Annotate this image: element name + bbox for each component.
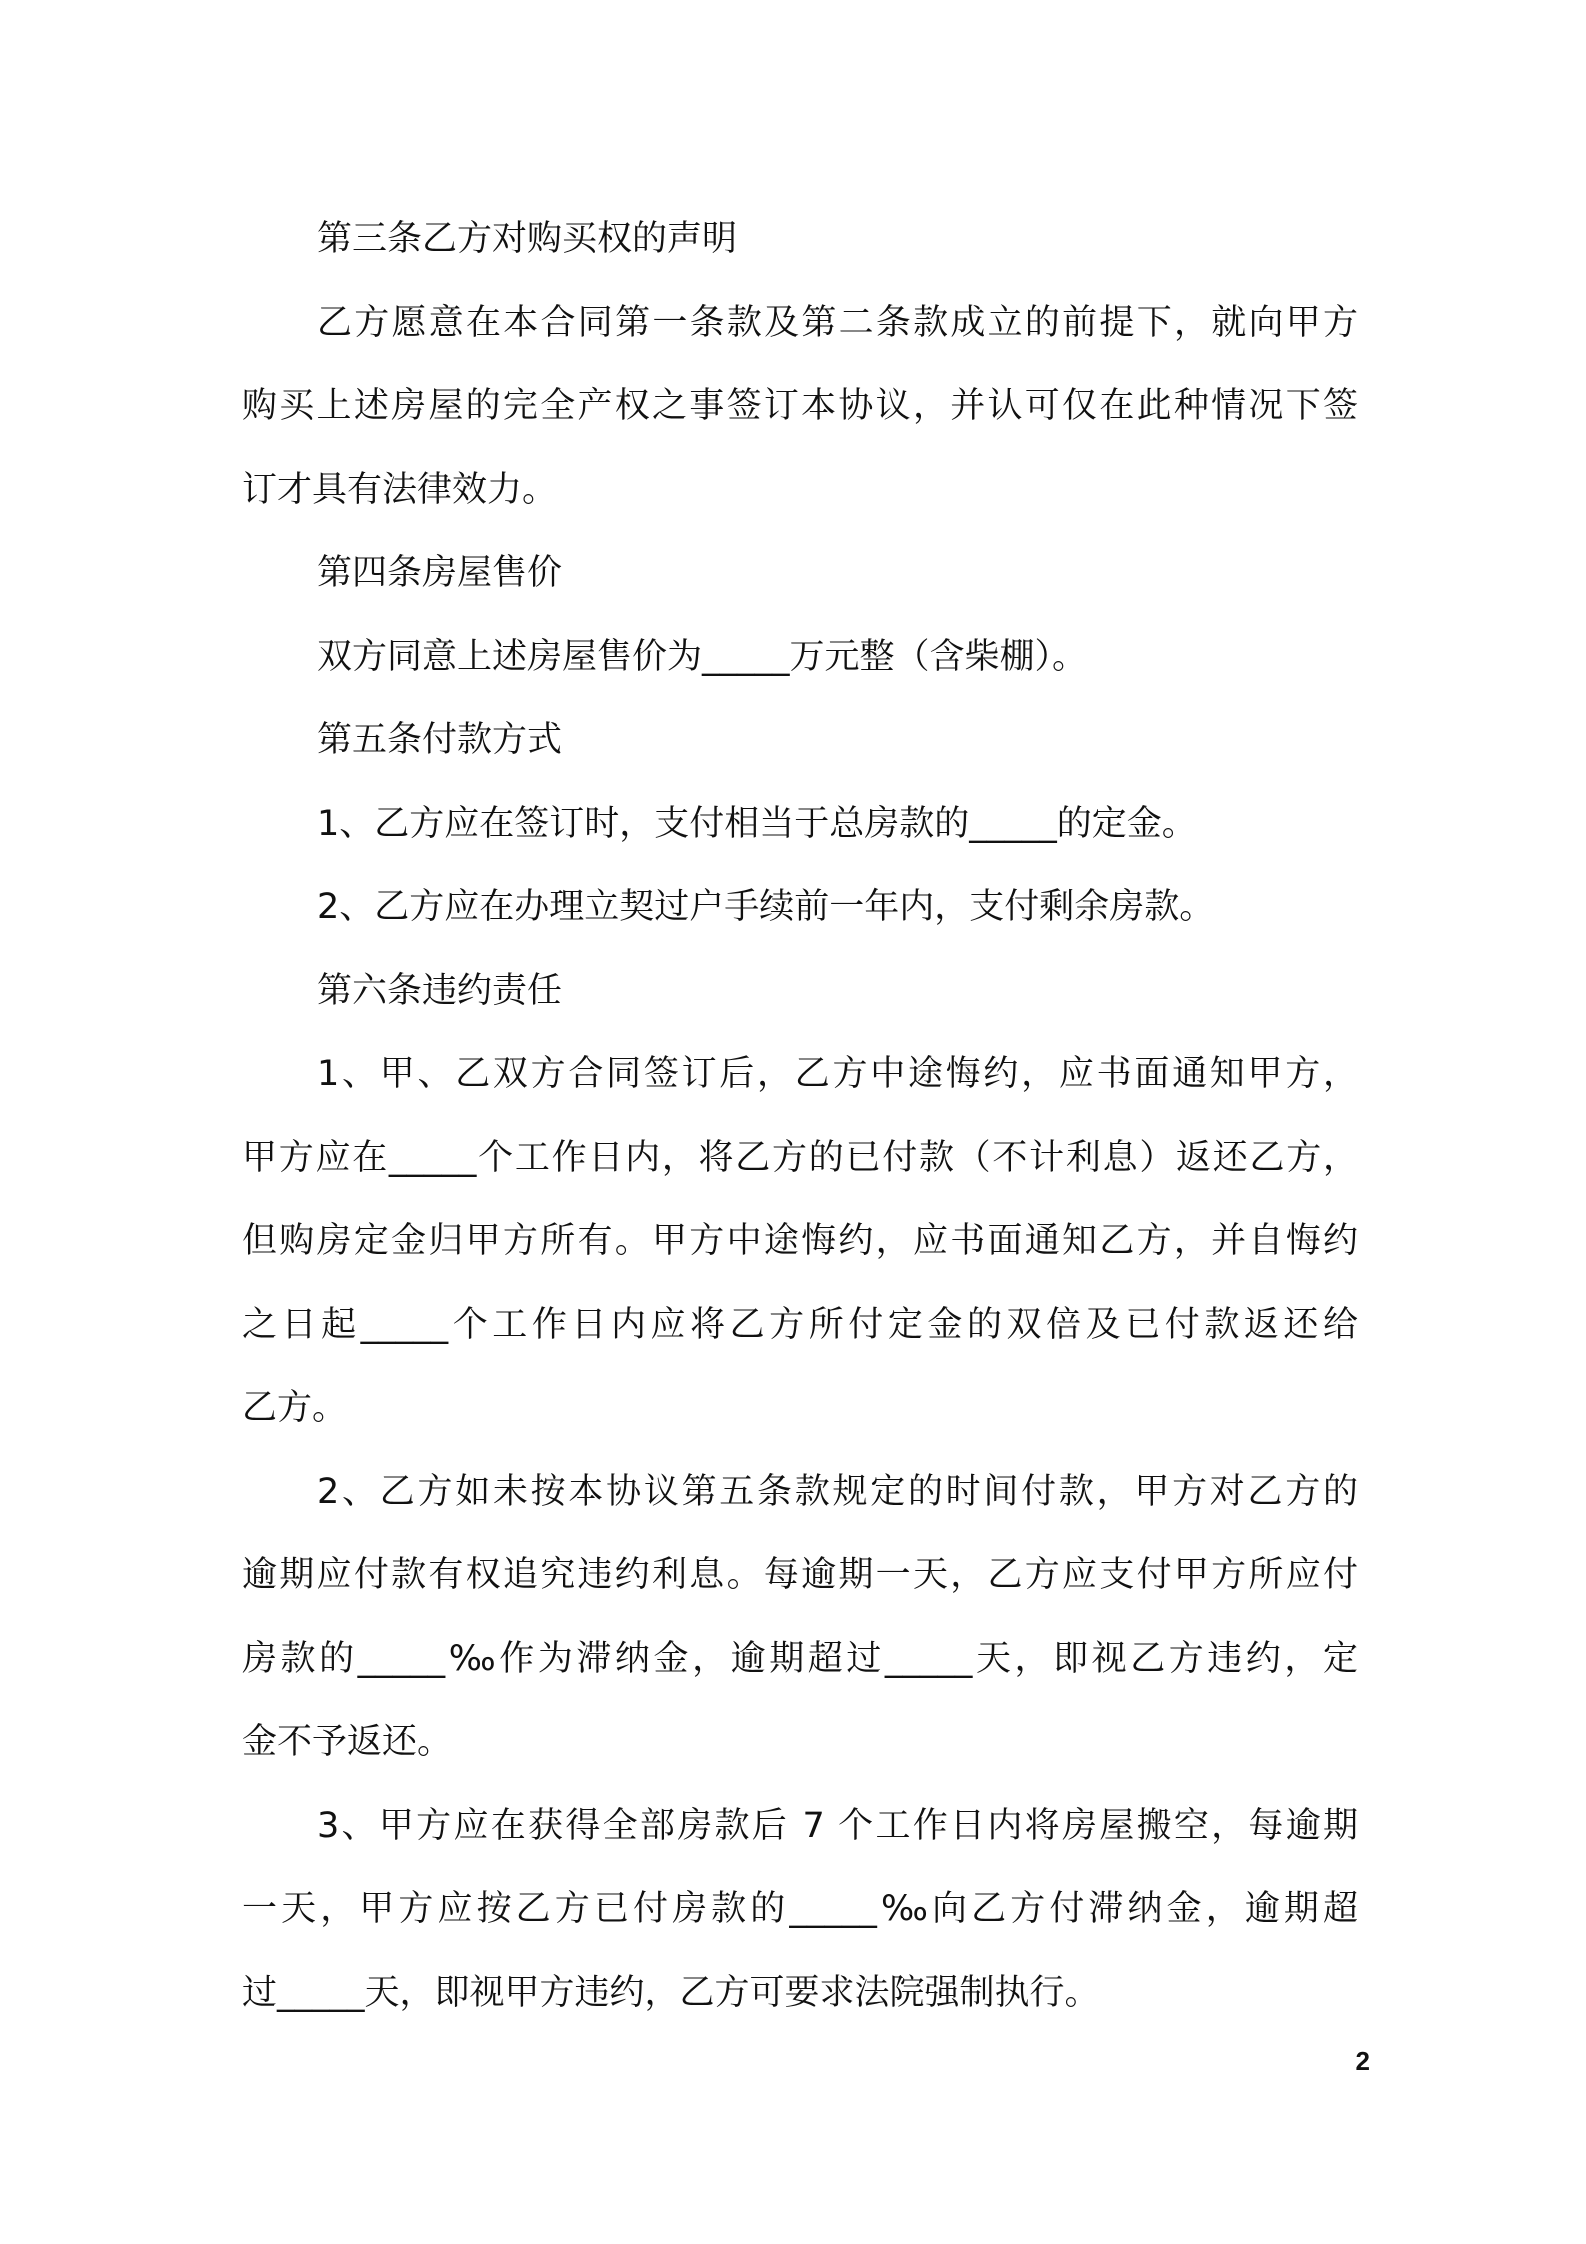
paragraph-line: 购买上述房屋的完全产权之事签订本协议，并认可仅在此种情况下签 [242,386,1358,426]
paragraph-line: 2、乙方如未按本协议第五条款规定的时间付款，甲方对乙方的 [317,1471,1358,1512]
page-number: 2 [1355,2046,1370,2076]
article-4-heading: 第四条房屋售价 [317,553,563,593]
paragraph-line: 房款的_____‰作为滞纳金，逾期超过_____天，即视乙方违约，定 [242,1638,1358,1679]
paragraph-line: 2、乙方应在办理立契过户手续前一年内，支付剩余房款。 [317,887,1215,927]
paragraph-line: 订才具有法律效力。 [242,469,558,510]
paragraph-line: 逾期应付款有权追究违约利息。每逾期一天，乙方应支付甲方所应付 [242,1555,1358,1595]
paragraph-line: 乙方愿意在本合同第一条款及第二条款成立的前提下，就向甲方 [317,302,1358,343]
paragraph-line: 金不予返还。 [242,1722,453,1762]
article-3-heading: 第三条乙方对购买权的声明 [317,219,738,259]
article-6-heading: 第六条违约责任 [317,970,563,1011]
article-5-heading: 第五条付款方式 [317,720,563,760]
paragraph-line: 双方同意上述房屋售价为_____万元整（含柴棚）。 [317,636,1088,677]
paragraph-line: 一天，甲方应按乙方已付房款的_____‰向乙方付滞纳金，逾期超 [242,1889,1358,1929]
paragraph-line: 但购房定金归甲方所有。甲方中途悔约，应书面通知乙方，并自悔约 [242,1221,1358,1261]
paragraph-line: 之日起_____个工作日内应将乙方所付定金的双倍及已付款返还给 [242,1304,1358,1345]
paragraph-line: 乙方。 [242,1388,348,1428]
paragraph-line: 1、甲、乙双方合同签订后，乙方中途悔约，应书面通知甲方， [317,1054,1358,1094]
paragraph-line: 1、乙方应在签订时，支付相当于总房款的_____的定金。 [317,803,1197,844]
document-body [242,198,1358,2035]
paragraph-line: 甲方应在_____个工作日内，将乙方的已付款（不计利息）返还乙方， [242,1137,1358,1178]
paragraph-line: 3、甲方应在获得全部房款后 7 个工作日内将房屋搬空，每逾期 [317,1805,1358,1846]
paragraph-line: 过_____天，即视甲方违约，乙方可要求法院强制执行。 [242,1972,1100,2013]
